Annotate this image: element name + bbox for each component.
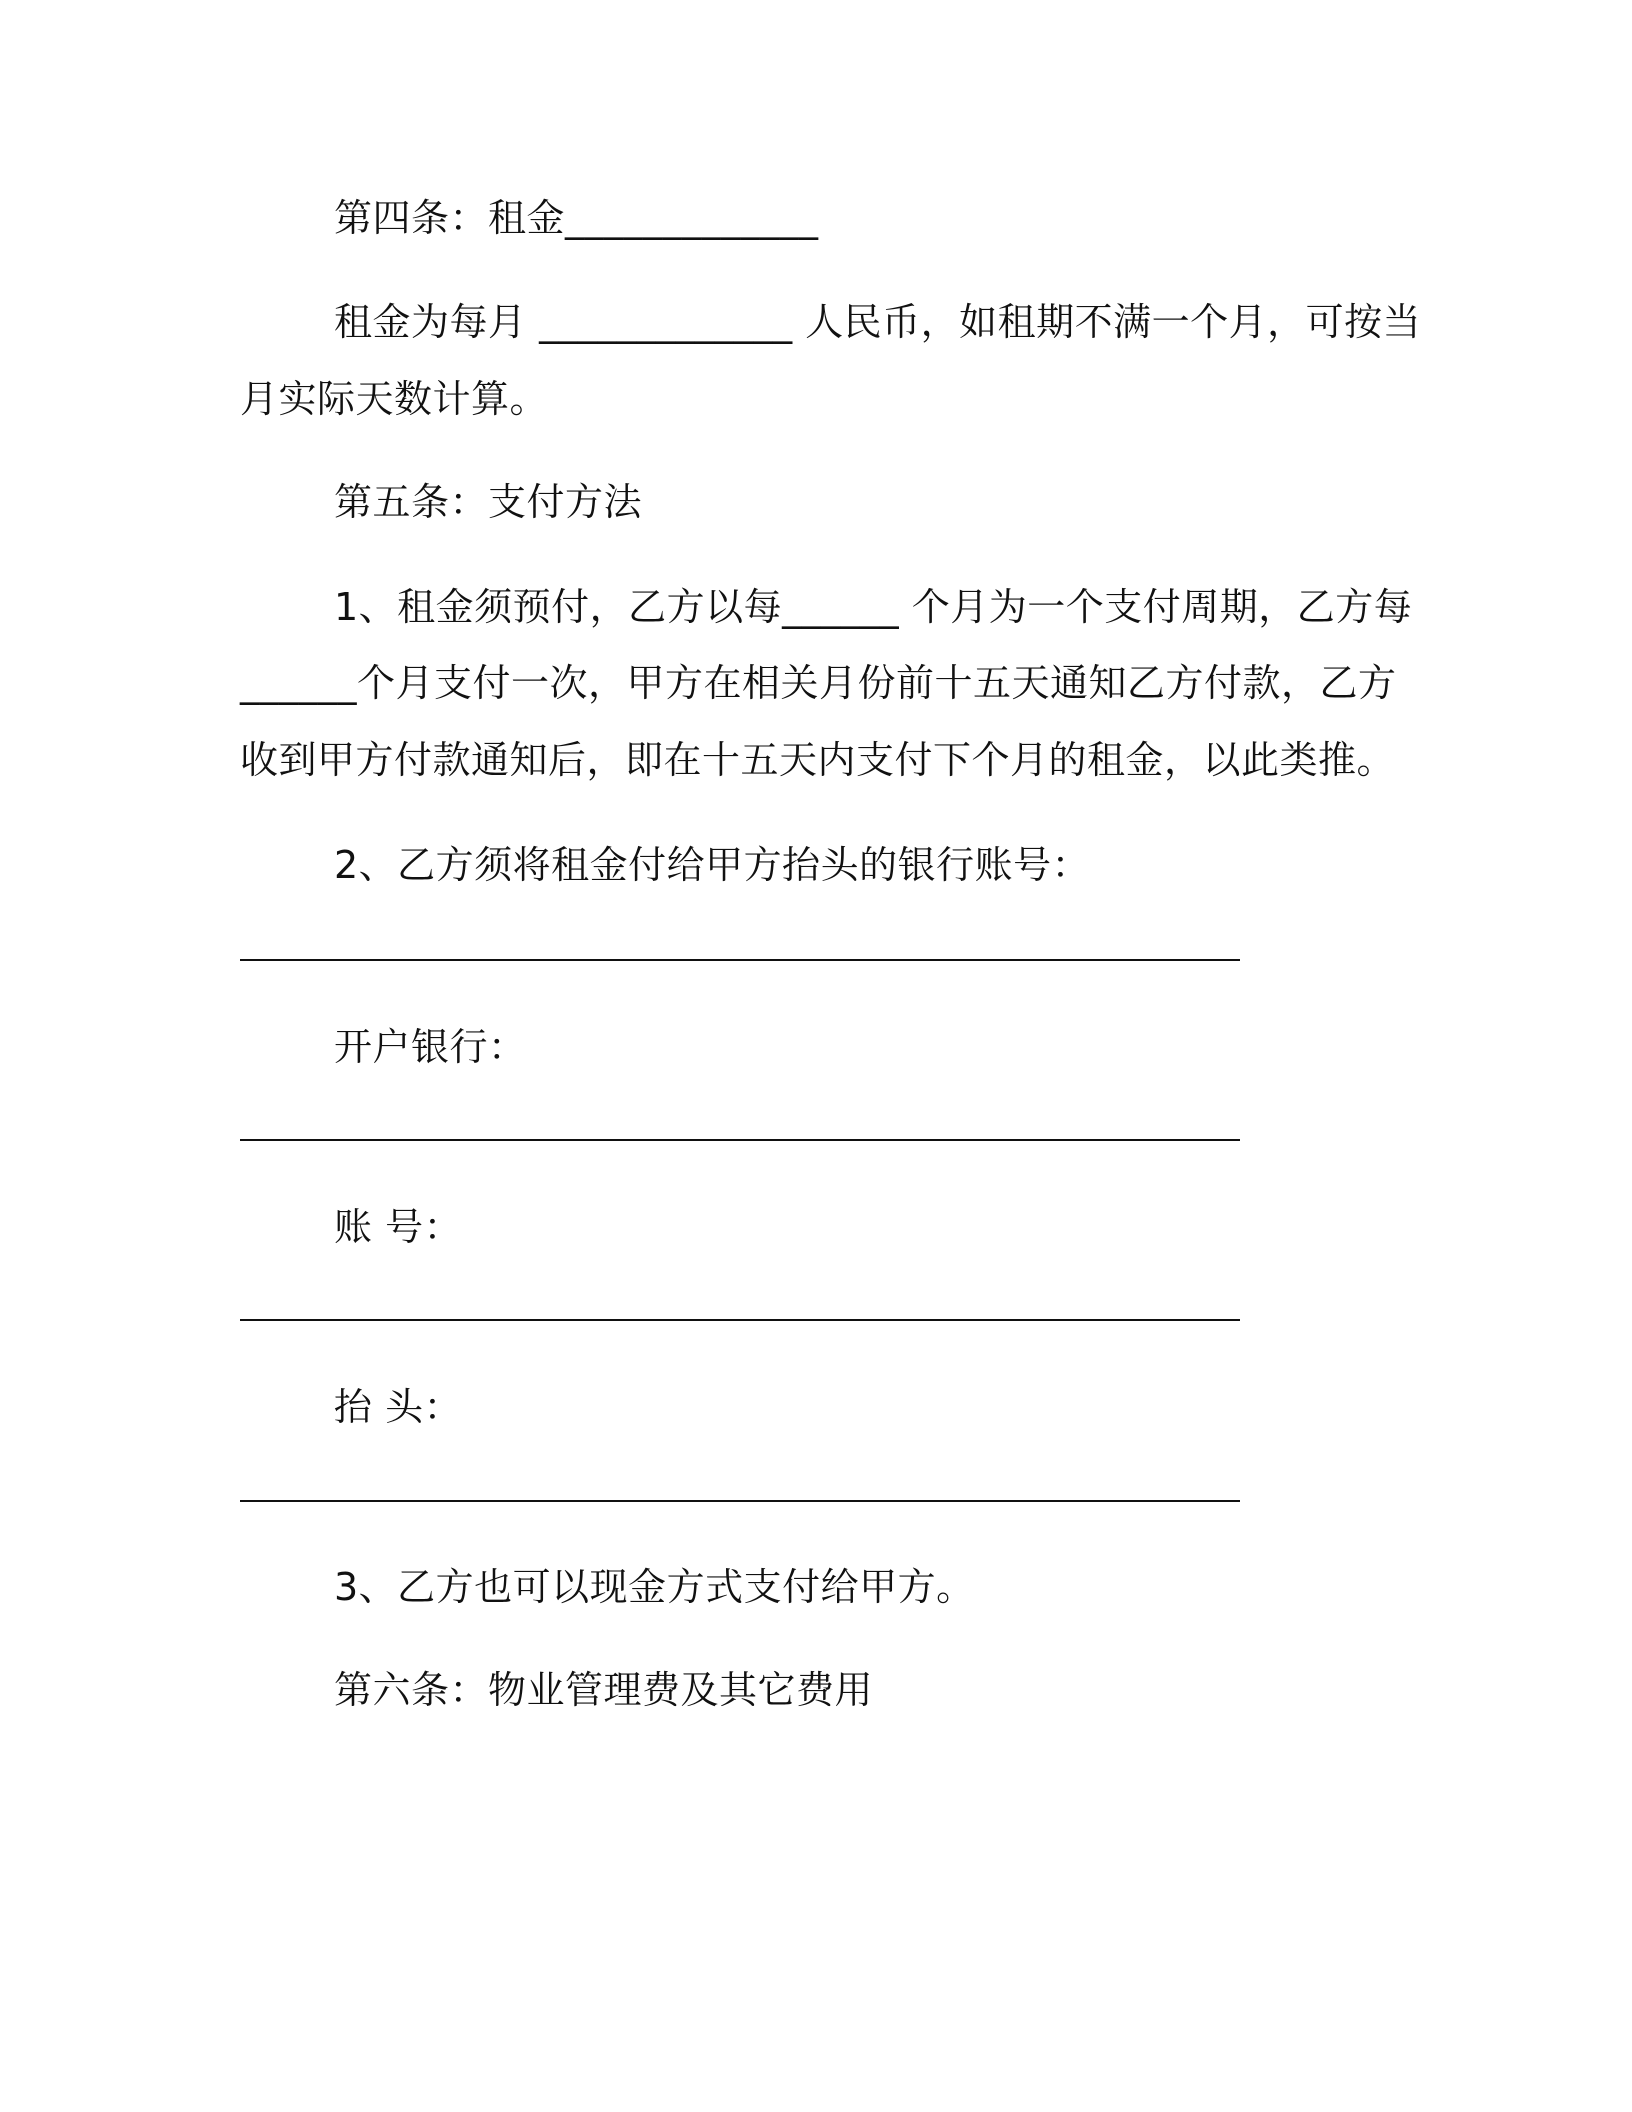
item1-line3: 收到甲方付款通知后，即在十五天内支付下个月的租金，以此类推。 (240, 738, 1396, 782)
article6-heading: 第六条：物业管理费及其它费用 (334, 1668, 874, 1712)
item1-line2: ______个月支付一次，甲方在相关月份前十五天通知乙方付款，乙方 (240, 661, 1397, 705)
bank-blank-line (240, 1139, 1240, 1141)
bank-label: 开户银行： (334, 1025, 527, 1069)
account-label: 账 号： (334, 1205, 463, 1249)
item2-text: 2、乙方须将租金付给甲方抬头的银行账号： (334, 843, 1091, 887)
payee-label: 抬 头： (334, 1385, 463, 1429)
item1-line1: 1、租金须预付，乙方以每______ 个月为一个支付周期，乙方每 (334, 585, 1413, 629)
payee-blank-line (240, 1500, 1240, 1502)
account-blank-line (240, 1319, 1240, 1321)
article5-heading: 第五条：支付方法 (334, 480, 643, 524)
item3-text: 3、乙方也可以现金方式支付给甲方。 (334, 1565, 975, 1609)
article4-heading: 第四条：租金_____________ (334, 196, 819, 240)
bank-account-blank-line (240, 959, 1240, 961)
rent-paragraph-line1: 租金为每月 _____________ 人民币，如租期不满一个月，可按当 (334, 300, 1422, 344)
rent-paragraph-line2: 月实际天数计算。 (240, 377, 549, 421)
